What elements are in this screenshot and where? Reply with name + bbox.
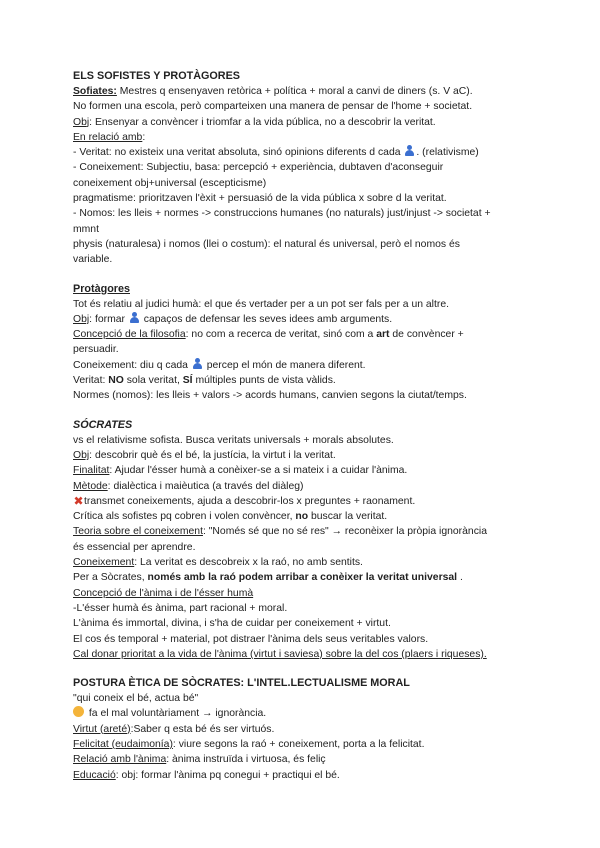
label-relacio-anima: Relació amb l'ànima xyxy=(73,754,167,766)
text-line: Obj: Ensenyar a convèncer i triomfar a la vida pública, no a descobrir la veritat. xyxy=(73,116,436,128)
label-en-relacio: En relació amb xyxy=(73,131,143,143)
text-line: - Veritat: no existeix una veritat absoluta, sinó opinions diferents d cada . (relativisme) xyxy=(73,147,479,159)
text-line: fa el mal voluntàriament → ignorància. xyxy=(73,706,533,721)
text-line: El cos és temporal + material, pot distraer l'ànima dels seus veritables valors. xyxy=(73,633,429,645)
text-line: és essencial per aprendre. xyxy=(73,541,196,553)
text-line: mmnt xyxy=(73,223,99,235)
text-line: Felicitat (eudaimonía): viure segons la raó + coneixement, porta a la felicitat. xyxy=(73,738,425,750)
section-title-sofistes: ELS SOFISTES Y PROTÀGORES xyxy=(73,70,240,82)
person-icon xyxy=(129,312,140,323)
label-obj: Obj xyxy=(73,313,90,325)
document-page xyxy=(73,68,533,783)
text-line: vs el relativisme sofista. Busca veritats universals + morals absolutes. xyxy=(73,434,394,446)
label-concepcio: Concepció de la filosofia xyxy=(73,329,186,341)
text-line: Sofiates: Mestres q ensenyaven retòrica + política + moral a canvi de diners (s. V aC). xyxy=(73,86,473,97)
text-line: pragmatisme: prioritzaven l'èxit + persuasió de la vida pública x sobre d la veritat. xyxy=(73,193,447,205)
section-title-postura-etica: POSTURA ÈTICA DE SÒCRATES: L'INTEL.LECTUALISME MORAL xyxy=(73,677,410,690)
text-line: - Coneixement: Subjectiu, basa: percepció + experiència, dubtaven d'aconseguir xyxy=(73,162,444,174)
text-line: Crítica als sofistes pq cobren i volen convèncer, no buscar la veritat. xyxy=(73,511,388,523)
text-line: coneixement obj+universal (escepticisme) xyxy=(73,177,267,189)
text-line: "qui coneix el bé, actua bé" xyxy=(73,693,199,705)
text-line: persuadir. xyxy=(73,344,119,356)
label-virtut: Virtut (areté) xyxy=(73,723,131,735)
text-line: Obj: formar capaços de defensar les seves idees amb arguments. xyxy=(73,313,393,325)
text-line: Cal donar prioritat a la vida de l'ànima (virtut i saviesa) sobre la del cos (plaers i riqueses). xyxy=(73,648,487,660)
text-line: Finalitat: Ajudar l'ésser humà a conèixer-se a si mateix i a cuidar l'ànima. xyxy=(73,465,408,477)
text-line: Educació: obj: formar l'ànima pq conegui + practiqui el bé. xyxy=(73,769,340,781)
section-title-protagores: Protàgores xyxy=(73,282,130,295)
text-line: Coneixement: La veritat es descobreix x la raó, no amb sentits. xyxy=(73,557,363,569)
text-line: variable. xyxy=(73,254,113,266)
text-line: En relació amb: xyxy=(73,131,146,143)
label-finalitat: Finalitat xyxy=(73,465,110,477)
person-icon xyxy=(192,358,203,369)
text-line: Per a Sòcrates, només amb la raó podem arribar a conèixer la veritat universal . xyxy=(73,572,463,584)
label-sofiates: Sofiates: xyxy=(73,86,117,97)
label-obj: Obj xyxy=(73,449,90,461)
text-line: Concepció de la filosofia: no com a recerca de veritat, sinó com a art de convèncer + xyxy=(73,329,464,341)
person-shrug-icon xyxy=(73,706,84,717)
text-line: Normes (nomos): les lleis + valors -> acords humans, canvien segons la ciutat/temps. xyxy=(73,390,467,402)
text-line: physis (naturalesa) i nomos (llei o costum): el natural és universal, però el nomos és xyxy=(73,238,460,250)
text-line: -L'ésser humà és ànima, part racional + moral. xyxy=(73,602,288,614)
text-line: L'ànima és immortal, divina, i s'ha de cuidar per coneixement + virtut. xyxy=(73,618,391,630)
person-icon xyxy=(404,145,415,156)
text-line: Obj: descobrir què és el bé, la justícia, la virtut i la veritat. xyxy=(73,449,336,461)
text-line: Tot és relatiu al judici humà: el que és vertader per a un pot ser fals per a un altre. xyxy=(73,298,450,310)
text-line: Mètode: dialèctica i maièutica (a través del diàleg) xyxy=(73,480,304,492)
label-coneixement: Coneixement xyxy=(73,557,135,569)
subheading-anima: Concepció de l'ànima i de l'ésser humà xyxy=(73,587,254,599)
section-title-socrates: SÓCRATES xyxy=(73,418,133,431)
text-line: Veritat: NO sola veritat, SÍ múltiples punts de vista vàlids. xyxy=(73,375,336,387)
label-obj: Obj xyxy=(73,116,90,128)
label-educacio: Educació xyxy=(73,769,116,781)
text-line: No formen una escola, però comparteixen una manera de pensar de l'home + societat. xyxy=(73,101,473,113)
label-teoria: Teoria sobre el coneixement xyxy=(73,526,203,538)
text-line: Teoria sobre el coneixement: "Només sé que no sé res" → reconèixer la pròpia ignorància xyxy=(73,526,487,538)
text-line: ✖transmet coneixements, ajuda a descobrir-los x preguntes + raonament. xyxy=(73,493,416,508)
text-line: Relació amb l'ànima: ànima instruïda i virtuosa, és feliç xyxy=(73,754,326,766)
text-line: Coneixement: diu q cada percep el món de manera diferent. xyxy=(73,359,366,371)
label-metode: Mètode xyxy=(73,480,108,492)
label-felicitat: Felicitat (eudaimonía) xyxy=(73,738,173,750)
text-line: Virtut (areté):Saber q esta bé és ser virtuós. xyxy=(73,723,275,735)
cross-mark-icon: ✖ xyxy=(73,493,84,508)
text-line: - Nomos: les lleis + normes -> construccions humanes (no naturals) just/injust -> societat + xyxy=(73,208,491,220)
